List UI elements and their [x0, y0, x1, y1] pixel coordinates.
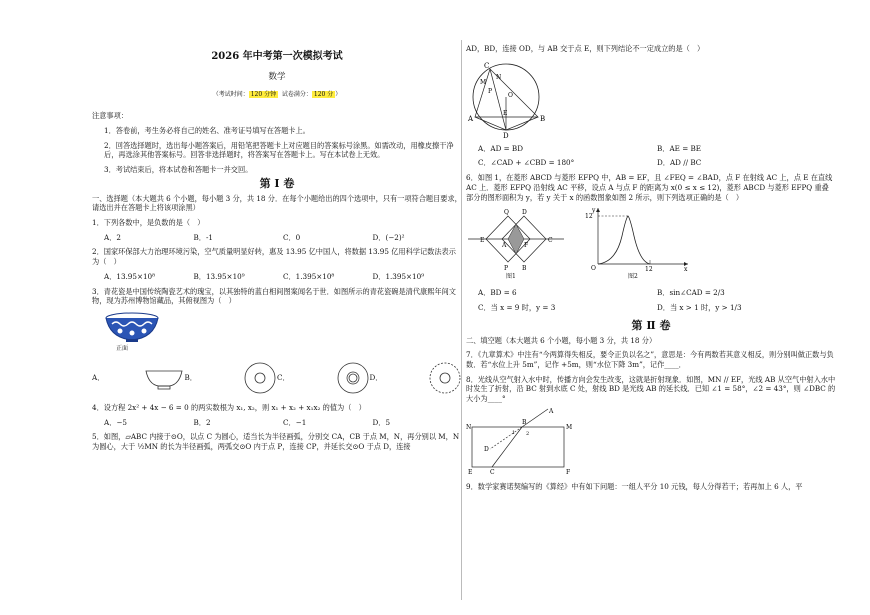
angle-2: 2: [526, 430, 530, 437]
option: B．2: [193, 417, 211, 427]
label-n: N: [496, 73, 502, 81]
bowl-side-view: [143, 365, 185, 391]
part1-heading: 第 Ⅰ 卷: [259, 176, 295, 190]
option: C．1.395×10⁸: [283, 271, 335, 281]
q1-stem: 1．下列各数中，是负数的是（ ）: [92, 217, 205, 227]
origin-label: O: [591, 265, 596, 273]
label-m: M: [566, 423, 573, 431]
option: B．sin∠CAD = 2/3: [657, 288, 725, 298]
option-a: A．: [92, 365, 185, 391]
option: B．-1: [193, 232, 213, 242]
option: D．当 x > 1 时，y > 1/3: [657, 303, 742, 313]
q6-options-row2: [466, 303, 836, 313]
option: A．−5: [104, 417, 127, 427]
option: D．1.395×10⁹: [372, 271, 425, 281]
front-label: 正面: [116, 344, 129, 352]
note-item: 1．答卷前，考生务必将自己的姓名、准考证号填写在答题卡上。: [104, 125, 310, 135]
option: D．(−2)²: [372, 232, 405, 242]
option: B．AE = BE: [657, 143, 702, 153]
option: A．13.95×10⁸: [104, 271, 156, 281]
option-b: B．: [185, 361, 278, 395]
q4-stem: 4．设方程 2x² + 4x − 6 = 0 的两实数根为 x₁, x₂，则 x₁ + x₂ + x₁x₂ 的值为（ ）: [92, 402, 366, 412]
section1-heading: 一、选择题（本大题共 6 个小题，每小题 3 分，共 18 分．在每个小题给出的四个选项中，只有一项符合题目要求，请选出并在答题卡上将该项涂黑）: [92, 193, 462, 213]
exam-subject: 数学: [268, 71, 286, 82]
option-d: D．: [370, 361, 463, 395]
label-e: E: [480, 237, 485, 245]
figure-2: [584, 206, 694, 284]
bowl-figure: [92, 312, 462, 354]
label-c: C: [548, 237, 553, 245]
exam-title: 2026 年中考第一次模拟考试: [211, 51, 343, 62]
part2-heading: 第 Ⅱ 卷: [631, 318, 671, 332]
bowl-top-view-c: [336, 361, 370, 395]
label-d: D: [484, 445, 489, 453]
notes-heading: 注意事项：: [92, 111, 128, 121]
label-e: E: [468, 468, 473, 476]
label-c: C: [490, 468, 495, 476]
option: A．BD = 6: [478, 288, 517, 298]
label-a: A: [468, 114, 474, 123]
label-a: A: [502, 242, 507, 250]
note-item: 3．考试结束后，将本试卷和答题卡一并交回。: [104, 164, 253, 174]
label-c: C: [484, 61, 490, 70]
angle-1: 1: [512, 429, 516, 436]
q7-stem: 7．《九章算术》中注有“今两算得失相反，要令正负以名之”，意思是：今有两数若其意义相反，则分别叫做正数与负数．若“水位上升 5m”，记作 +5m，则“水位下降 3m”，记作____．: [466, 350, 834, 370]
circle-figure: [466, 57, 556, 139]
q6-options-row1: [466, 288, 836, 298]
label-p: P: [504, 265, 509, 273]
q6-figures: [466, 206, 836, 284]
fig2-caption: 图2: [628, 273, 638, 281]
q5-continued: AD，BD，连接 OD，与 AB 交于点 E，则下列结论不一定成立的是（ ）: [466, 44, 705, 53]
label-p: P: [488, 87, 493, 95]
q9-stem: 9．数学家赛诺契编写的《算经》中有如下问题：一组人平分 10 元钱，每人分得若干；若再加上 6 人，平: [466, 481, 803, 491]
q6-stem: 6．如图 1，在菱形 ABCD 与菱形 EFPQ 中，AB = EF，且 ∠FEQ = ∠BAD，点 F 在射线 AC 上，点 E 在直线 AC 上．菱形 EFPQ 沿射线 AC 平移，设点 A 与点 F 的距离为 x(0 ≤ x ≤ 12)，菱形 ABCD 与菱形 EFPQ 重叠部分的图形面积为 y，若 y 关于 x 的函数图象如图 2 所示，则下列选项正确的是（ ）: [466, 173, 833, 202]
left-column: [92, 44, 462, 452]
label-m: M: [480, 78, 487, 86]
option: C．∠CAD + ∠CBD = 180°: [478, 158, 575, 168]
bowl-image: [102, 312, 162, 344]
refraction-figure: [466, 407, 576, 477]
time-highlight: 120 分钟: [250, 90, 277, 98]
note-item: 2．回答选择题时，选出每小题答案后，用铅笔把答题卡上对应题目的答案标号涂黑。如需改动，用橡皮擦干净后，再选涂其他答案标号。回答非选择题时，将答案写在答题卡上。写在本试卷上无效。: [104, 140, 454, 160]
bowl-top-view-d: [428, 361, 462, 395]
q5-stem: 5．如图，▱ABC 内接于⊙O，以点 C 为圆心，适当长为半径画弧，分别交 CA，CB 于点 M，N，再分别以 M，N 为圆心，大于 ½MN 的长为半径画弧，两弧交⊙O 内于点 P，连接 CP，并延长交⊙O 于点 D，连接: [92, 432, 460, 452]
option-c: C．: [277, 361, 370, 395]
score-highlight: 120 分: [313, 90, 334, 98]
q1-options: [92, 233, 462, 243]
option: D．AD // BC: [657, 158, 702, 168]
label-d: D: [522, 209, 527, 217]
label-a: A: [549, 407, 554, 415]
label-b: B: [540, 114, 546, 123]
option: C．当 x = 9 时，y = 3: [478, 303, 556, 313]
function-graph: [584, 206, 694, 272]
label-d: D: [503, 131, 509, 139]
q2-stem: 2．国家环保部大力治理环境污染，空气质量明显好转，惠及 13.95 亿中国人，将数据 13.95 亿用科学记数法表示为（ ）: [92, 247, 456, 267]
option: A．2: [104, 232, 121, 242]
q5-options-row2: [466, 158, 836, 168]
option: C．0: [283, 232, 301, 242]
rhombus-figure: [466, 206, 566, 272]
option: D．5: [372, 417, 391, 427]
label-o: O: [508, 91, 513, 99]
section2-heading: 二、填空题（本大题共 6 个小题，每小题 3 分，共 18 分）: [466, 335, 657, 345]
q3-options: [92, 358, 462, 398]
tick-y-12: 12: [585, 213, 593, 221]
q5-options-row1: [466, 144, 836, 154]
figure-1: [466, 206, 566, 284]
option: C．−1: [283, 417, 307, 427]
option: B．13.95×10⁹: [193, 271, 245, 281]
label-f: F: [566, 468, 571, 476]
label-e: E: [503, 109, 508, 117]
bowl-top-view-b: [243, 361, 277, 395]
label-n: N: [466, 423, 472, 431]
axis-x-label: x: [684, 266, 688, 273]
right-column: [466, 44, 836, 492]
label-f: F: [524, 242, 529, 250]
axis-y-label: y: [592, 207, 596, 215]
option: A．AD = BD: [478, 143, 523, 153]
q2-options: [92, 272, 462, 282]
tick-x-12: 12: [645, 266, 653, 273]
label-b: B: [522, 265, 527, 273]
q4-options: [92, 418, 462, 428]
fig1-caption: 图1: [506, 273, 516, 281]
q8-stem: 8．光线从空气射入水中时，传播方向会发生改变，这就是折射现象．如图，MN // EF，光线 AB 从空气中射入水中时发生了折射，沿 BC 射到水底 C 处，射线 BD 是光线 AB 的延长线．已知 ∠1 = 58°，∠2 = 43°，则 ∠DBC 的大小为____°: [466, 374, 836, 404]
label-q: Q: [504, 209, 509, 217]
label-b: B: [522, 418, 527, 426]
q3-stem: 3．青花瓷是中国传统陶瓷艺术的瑰宝，以其独特的蓝白相间图案闻名于世．如图所示的青花瓷碗是清代康熙年间文物，现为苏州博物馆藏品，其俯视图为（ ）: [92, 286, 456, 306]
exam-info: （考试时间： 120 分钟 试卷满分： 120 分 ）: [212, 90, 342, 98]
